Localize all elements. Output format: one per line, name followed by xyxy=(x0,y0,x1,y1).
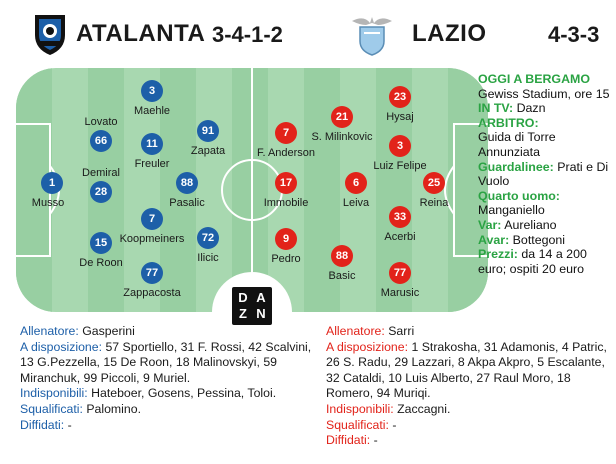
bench-label: A disposizione: xyxy=(326,339,409,354)
player-number: 77 xyxy=(141,262,163,284)
suspended-label: Squalificati: xyxy=(20,401,83,416)
fourth-official-value: Manganiello xyxy=(478,203,545,218)
avar-label: Avar: xyxy=(478,232,510,247)
player-number: 91 xyxy=(197,120,219,142)
home-team-details xyxy=(20,324,312,433)
prices-value: da 14 a 200 euro; ospiti 20 euro xyxy=(478,247,587,276)
player-number: 7 xyxy=(141,208,163,230)
unavailable-value: Zaccagni. xyxy=(397,401,451,416)
unavailable-label: Indisponibili: xyxy=(20,386,88,401)
player-number: 77 xyxy=(389,262,411,284)
player-number: 7 xyxy=(275,122,297,144)
suspended-label: Squalificati: xyxy=(326,417,389,432)
home-formation: 3-4-1-2 xyxy=(212,22,283,47)
prices-label: Prezzi: xyxy=(478,247,518,262)
player-name: Immobile xyxy=(263,197,309,209)
player-lazio-fw-3 xyxy=(236,228,336,265)
player-name: Marusic xyxy=(380,287,420,299)
player-name: De Roon xyxy=(79,257,123,269)
away-team-name: LAZIO xyxy=(412,20,487,47)
player-name: S. Milinkovic xyxy=(311,131,373,143)
bench-label: A disposizione: xyxy=(20,339,103,354)
player-name: Zapata xyxy=(190,145,226,157)
player-number: 25 xyxy=(423,172,445,194)
player-name: Maehle xyxy=(133,105,171,117)
player-number: 66 xyxy=(90,130,112,152)
player-number: 28 xyxy=(90,181,112,203)
player-atalanta-def-2 xyxy=(51,167,151,203)
player-lazio-fw-2 xyxy=(236,172,336,209)
warned-value: - xyxy=(67,417,72,432)
player-name: Ilicic xyxy=(197,252,219,264)
referee-label: ARBITRO: xyxy=(478,115,539,130)
bench-value: 1 Strakosha, 31 Adamonis, 4 Patric, 26 S. Radu, 29 Lazzari, 8 Akpa Akpro, 5 Escalante, 32 Cataldi, 10 Luis Alberto, 27 Raul Moro, 18 Romero, 94 Muriqi. xyxy=(326,339,607,401)
player-name: Luiz Felipe xyxy=(373,160,427,172)
player-number: 11 xyxy=(141,133,163,155)
coach-value: Sarri xyxy=(388,324,415,338)
player-number: 72 xyxy=(197,227,219,249)
suspended-value: Palomino. xyxy=(86,401,141,416)
away-team-header xyxy=(350,10,487,58)
player-name: Acerbi xyxy=(384,231,416,243)
referee-value: Guida di Torre Annunziata xyxy=(478,130,556,159)
player-number: 17 xyxy=(275,172,297,194)
player-name: Basic xyxy=(328,270,356,282)
player-atalanta-trq xyxy=(137,172,237,209)
dazn-logo: D A Z N xyxy=(232,287,272,325)
linesmen-value: Prati e Di Vuolo xyxy=(478,159,609,189)
player-number: 1 xyxy=(41,172,63,194)
player-name: Reina xyxy=(419,197,449,209)
var-label: Var: xyxy=(478,217,502,232)
player-name: Pedro xyxy=(271,253,301,265)
player-number: 6 xyxy=(345,172,367,194)
linesmen-label: Guardalinee: xyxy=(478,159,554,174)
player-number: 21 xyxy=(331,106,353,128)
bench-value: 57 Sportiello, 31 F. Rossi, 42 Scalvini, 13 G.Pezzella, 15 De Roon, 18 Malinovskyi, 59 Miranchuk, 99 Piccoli, 9 Muriel. xyxy=(20,339,312,385)
player-number: 88 xyxy=(176,172,198,194)
player-number: 3 xyxy=(389,135,411,157)
coach-value: Gasperini xyxy=(82,324,135,338)
venue-label: OGGI A BERGAMO xyxy=(478,72,590,86)
warned-label: Diffidati: xyxy=(20,417,65,432)
home-team-header xyxy=(28,10,205,58)
warned-label: Diffidati: xyxy=(326,433,371,448)
player-name: Freuler xyxy=(134,158,170,170)
tv-label: IN TV: xyxy=(478,101,514,116)
avar-value: Bottegoni xyxy=(512,232,566,247)
player-number: 33 xyxy=(389,206,411,228)
lazio-crest-icon xyxy=(350,10,394,58)
player-name: F. Anderson xyxy=(256,147,316,159)
suspended-value: - xyxy=(392,417,397,432)
home-team-name: ATALANTA xyxy=(76,20,206,47)
away-team-details xyxy=(326,324,614,449)
player-lazio-fw-1 xyxy=(236,122,336,159)
unavailable-value: Hateboer, Gosens, Pessina, Toloi. xyxy=(91,386,277,401)
player-name: Koopmeiners xyxy=(119,233,185,245)
coach-label: Allenatore: xyxy=(20,324,79,338)
player-atalanta-mid-1 xyxy=(102,80,202,117)
player-number: 88 xyxy=(331,245,353,267)
unavailable-label: Indisponibili: xyxy=(326,401,394,416)
coach-label: Allenatore: xyxy=(326,324,385,338)
match-info-panel xyxy=(478,72,614,276)
player-name: Hysaj xyxy=(386,111,414,123)
player-name: Demiral xyxy=(82,167,120,179)
away-formation: 4-3-3 xyxy=(548,22,600,47)
tv-value: Dazn xyxy=(516,101,546,116)
player-number: 23 xyxy=(389,86,411,108)
player-name: Lovato xyxy=(84,116,118,128)
player-name: Leiva xyxy=(342,197,370,209)
warned-value: - xyxy=(373,433,378,448)
player-name: Pasalic xyxy=(169,197,205,209)
player-name: Zappacosta xyxy=(123,287,181,299)
player-number: 15 xyxy=(90,232,112,254)
player-lazio-def-3 xyxy=(350,206,450,243)
player-number: 9 xyxy=(275,228,297,250)
atalanta-crest-icon xyxy=(28,10,72,58)
var-value: Aureliano xyxy=(504,217,557,232)
venue-value: Gewiss Stadium, ore 15 xyxy=(478,86,610,101)
player-number: 3 xyxy=(141,80,163,102)
player-name: Musso xyxy=(31,197,65,209)
fourth-official-label: Quarto uomo: xyxy=(478,188,560,203)
player-atalanta-mid-4 xyxy=(102,262,202,299)
